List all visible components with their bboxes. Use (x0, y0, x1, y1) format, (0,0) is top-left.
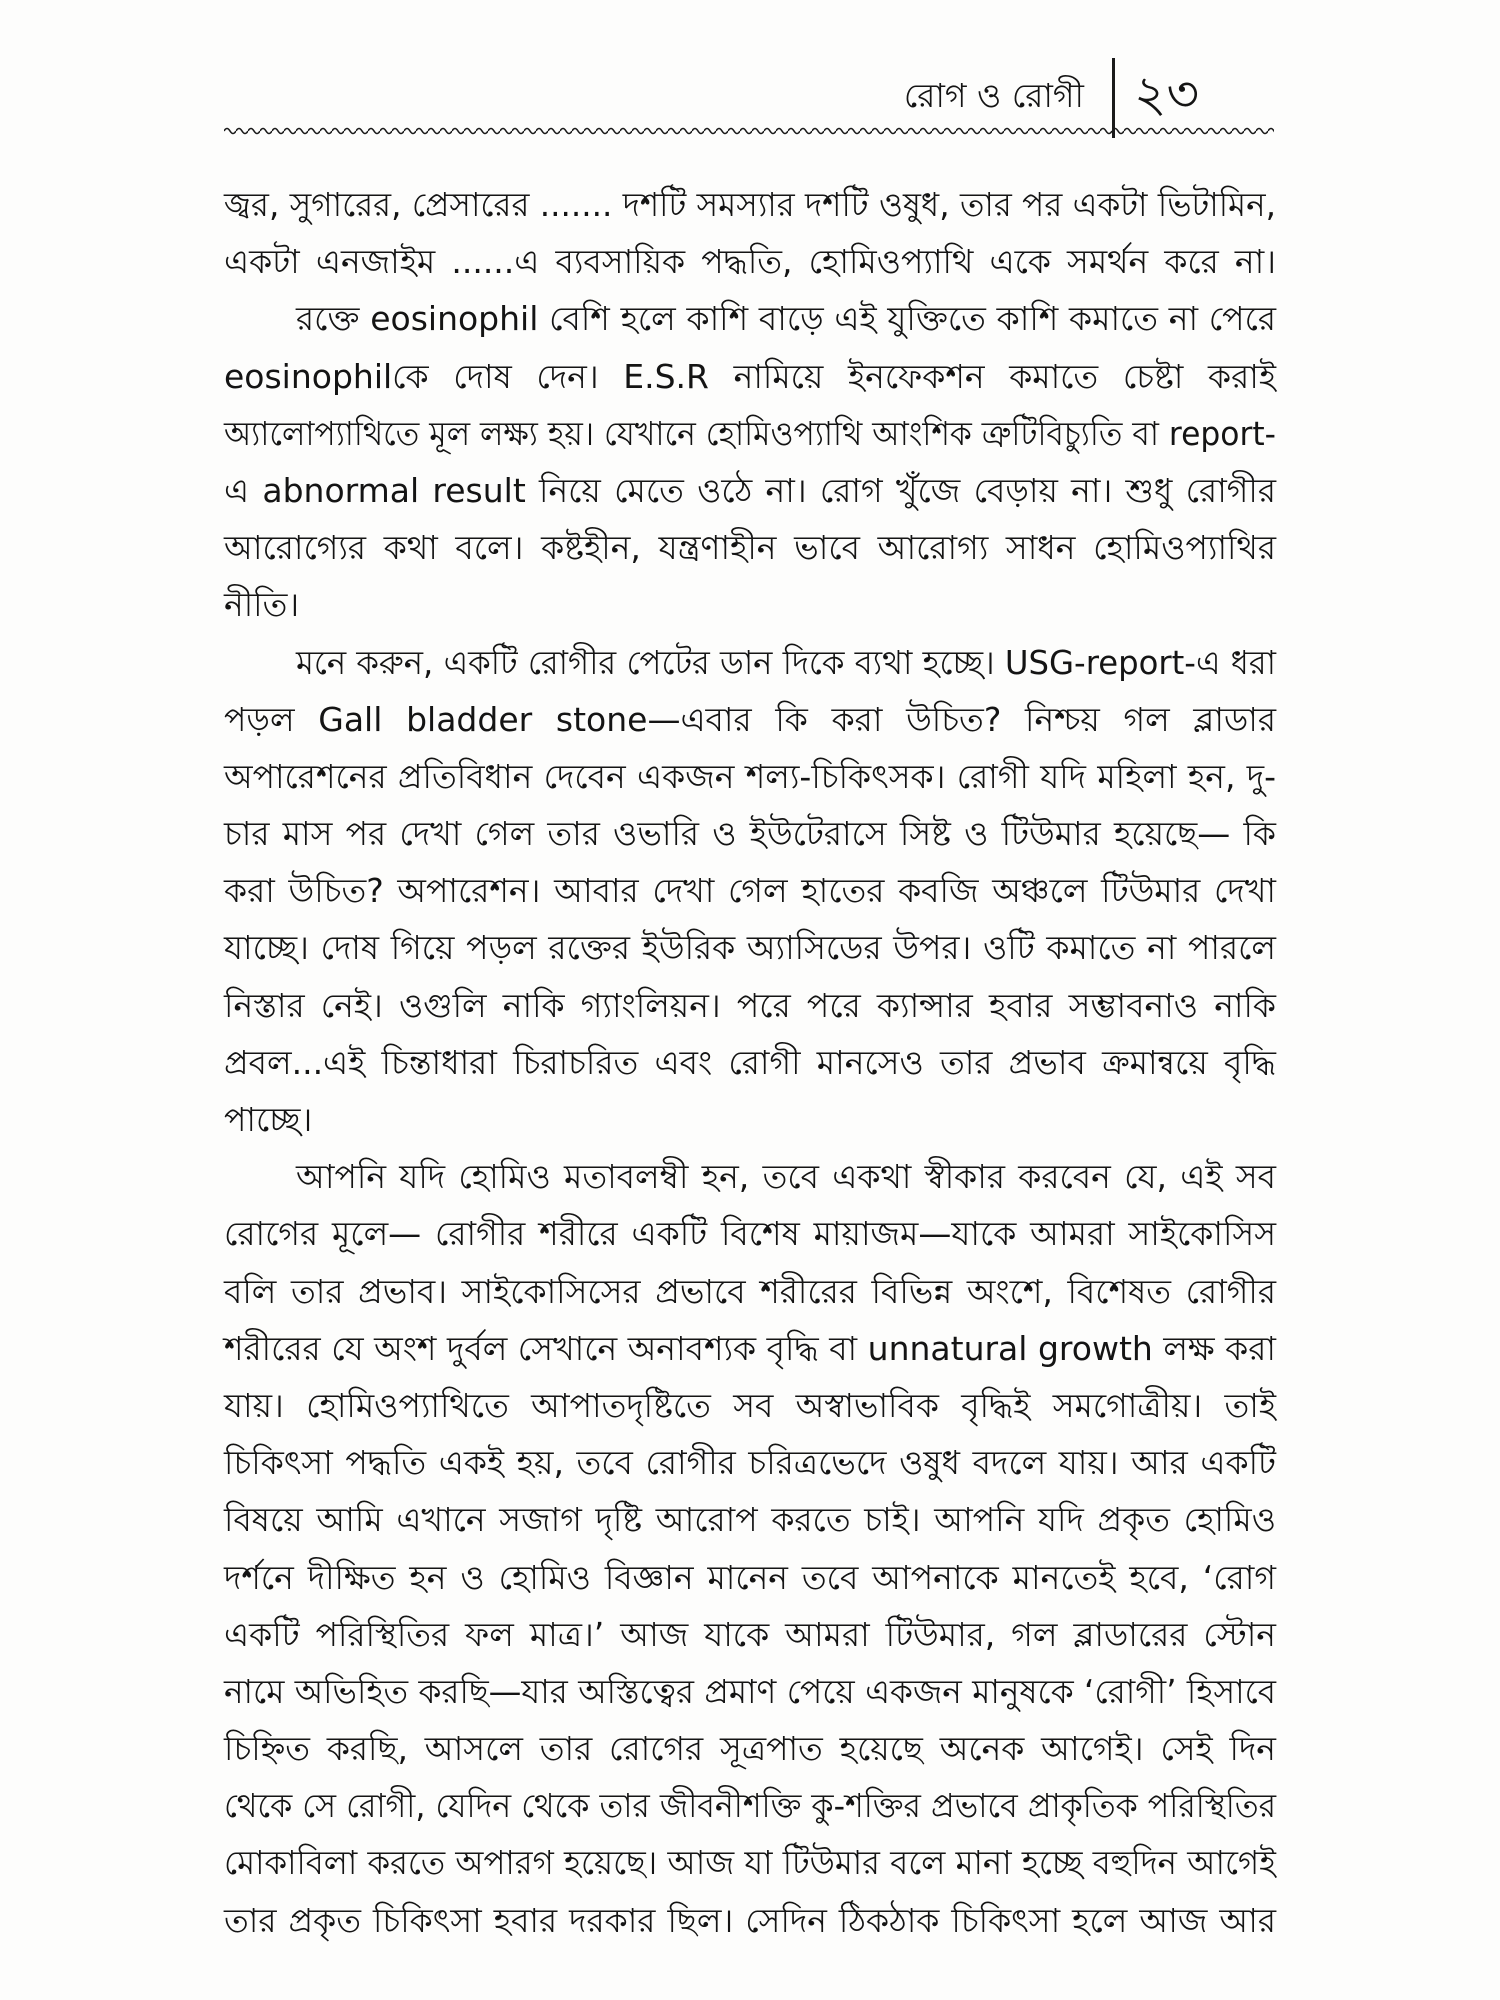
header-divider-wave (224, 124, 1274, 138)
text-line: বলি তার প্রভাব। সাইকোসিসের প্রভাবে শরীরের বিভিন্ন অংশে, বিশেষত রোগীর (224, 1271, 1276, 1311)
text-line: প্রবল...এই চিন্তাধারা চিরাচরিত এবং রোগী মানসেও তার প্রভাব ক্রমান্বয়ে বৃদ্ধি (224, 1042, 1276, 1082)
text-line: মনে করুন, একটি রোগীর পেটের ডান দিকে ব্যথা হচ্ছে। USG-report-এ ধরা (296, 642, 1276, 682)
paragraph (224, 1148, 1276, 1949)
text-line: আপনি যদি হোমিও মতাবলম্বী হন, তবে একথা স্বীকার করবেন যে, এই সব (296, 1157, 1276, 1197)
text-line: পাচ্ছে। (224, 1100, 313, 1139)
paragraph (224, 290, 1276, 633)
text-line: যায়। হোমিওপ্যাথিতে আপাতদৃষ্টিতে সব অস্বাভাবিক বৃদ্ধিই সমগোত্রীয়। তাই (224, 1385, 1276, 1425)
text-line: পড়ল Gall bladder stone—এবার কি করা উচিত? নিশ্চয় গল ব্লাডার (224, 699, 1276, 739)
text-line: eosinophilকে দোষ দেন। E.S.R নামিয়ে ইনফেকশন কমাতে চেষ্টা করাই (224, 356, 1276, 396)
text-line: চার মাস পর দেখা গেল তার ওভারি ও ইউটেরাসে সিষ্ট ও টিউমার হয়েছে— কি (224, 814, 1276, 854)
text-line: নিস্তার নেই। ওগুলি নাকি গ্যাংলিয়ন। পরে পরে ক্যান্সার হবার সম্ভাবনাও নাকি (224, 985, 1276, 1025)
text-line: চিহ্নিত করছি, আসলে তার রোগের সূত্রপাত হয়েছে অনেক আগেই। সেই দিন (224, 1729, 1276, 1769)
text-line: একটি পরিস্থিতির ফল মাত্র।’ আজ যাকে আমরা টিউমার, গল ব্লাডারের স্টোন (224, 1614, 1276, 1654)
text-line: যাচ্ছে। দোষ গিয়ে পড়ল রক্তের ইউরিক অ্যাসিডের উপর। ওটি কমাতে না পারলে (224, 928, 1276, 968)
paragraph (224, 176, 1276, 290)
text-line: করা উচিত? অপারেশন। আবার দেখা গেল হাতের কবজি অঞ্চলে টিউমার দেখা (224, 871, 1276, 911)
text-line: দর্শনে দীক্ষিত হন ও হোমিও বিজ্ঞান মানেন তবে আপনাকে মানতেই হবে, ‘রোগ (224, 1557, 1276, 1597)
text-line: অপারেশনের প্রতিবিধান দেবেন একজন শল্য-চিকিৎসক। রোগী যদি মহিলা হন, দু- (224, 756, 1276, 796)
text-line: আরোগ্যের কথা বলে। কষ্টহীন, যন্ত্রণাহীন ভাবে আরোগ্য সাধন হোমিওপ্যাথির (224, 528, 1276, 568)
page-number: ২৩ (1134, 65, 1200, 123)
text-line: নামে অভিহিত করছি—যার অস্তিত্বের প্রমাণ পেয়ে একজন মানুষকে ‘রোগী’ হিসাবে (224, 1671, 1276, 1711)
text-line: তার প্রকৃত চিকিৎসা হবার দরকার ছিল। সেদিন ঠিকঠাক চিকিৎসা হলে আজ আর (224, 1900, 1276, 1940)
text-line: জ্বর, সুগারের, প্রেসারের ....... দশটি সমস্যার দশটি ওষুধ, তার পর একটা ভিটামিন, (224, 185, 1276, 224)
paragraph (224, 634, 1276, 1149)
text-line: রোগের মূলে— রোগীর শরীরে একটি বিশেষ মায়াজম—যাকে আমরা সাইকোসিস (224, 1214, 1276, 1254)
text-line: মোকাবিলা করতে অপারগ হয়েছে। আজ যা টিউমার বলে মানা হচ্ছে বহুদিন আগেই (224, 1843, 1276, 1883)
text-line: থেকে সে রোগী, যেদিন থেকে তার জীবনীশক্তি কু-শক্তির প্রভাবে প্রাকৃতিক পরিস্থিতির (224, 1786, 1276, 1826)
text-line: অ্যালোপ্যাথিতে মূল লক্ষ্য হয়। যেখানে হোমিওপ্যাথি আংশিক ত্রুটিবিচ্যুতি বা report- (224, 413, 1276, 453)
text-line: এ abnormal result নিয়ে মেতে ওঠে না। রোগ খুঁজে বেড়ায় না। শুধু রোগীর (224, 470, 1276, 510)
text-line: নীতি। (224, 585, 300, 625)
text-line: রক্তে eosinophil বেশি হলে কাশি বাড়ে এই যুক্তিতে কাশি কমাতে না পেরে (296, 299, 1276, 339)
text-line: বিষয়ে আমি এখানে সজাগ দৃষ্টি আরোপ করতে চাই। আপনি যদি প্রকৃত হোমিও (224, 1500, 1276, 1540)
text-line: চিকিৎসা পদ্ধতি একই হয়, তবে রোগীর চরিত্রভেদে ওষুধ বদলে যায়। আর একটি (224, 1443, 1276, 1483)
running-head-title: রোগ ও রোগী (903, 76, 1084, 115)
body-text (224, 176, 1276, 1949)
text-line: একটা এনজাইম ......এ ব্যবসায়িক পদ্ধতি, হোমিওপ্যাথি একে সমর্থন করে না। (224, 242, 1276, 282)
text-line: শরীরের যে অংশ দুর্বল সেখানে অনাবশ্যক বৃদ্ধি বা unnatural growth লক্ষ করা (224, 1328, 1276, 1368)
